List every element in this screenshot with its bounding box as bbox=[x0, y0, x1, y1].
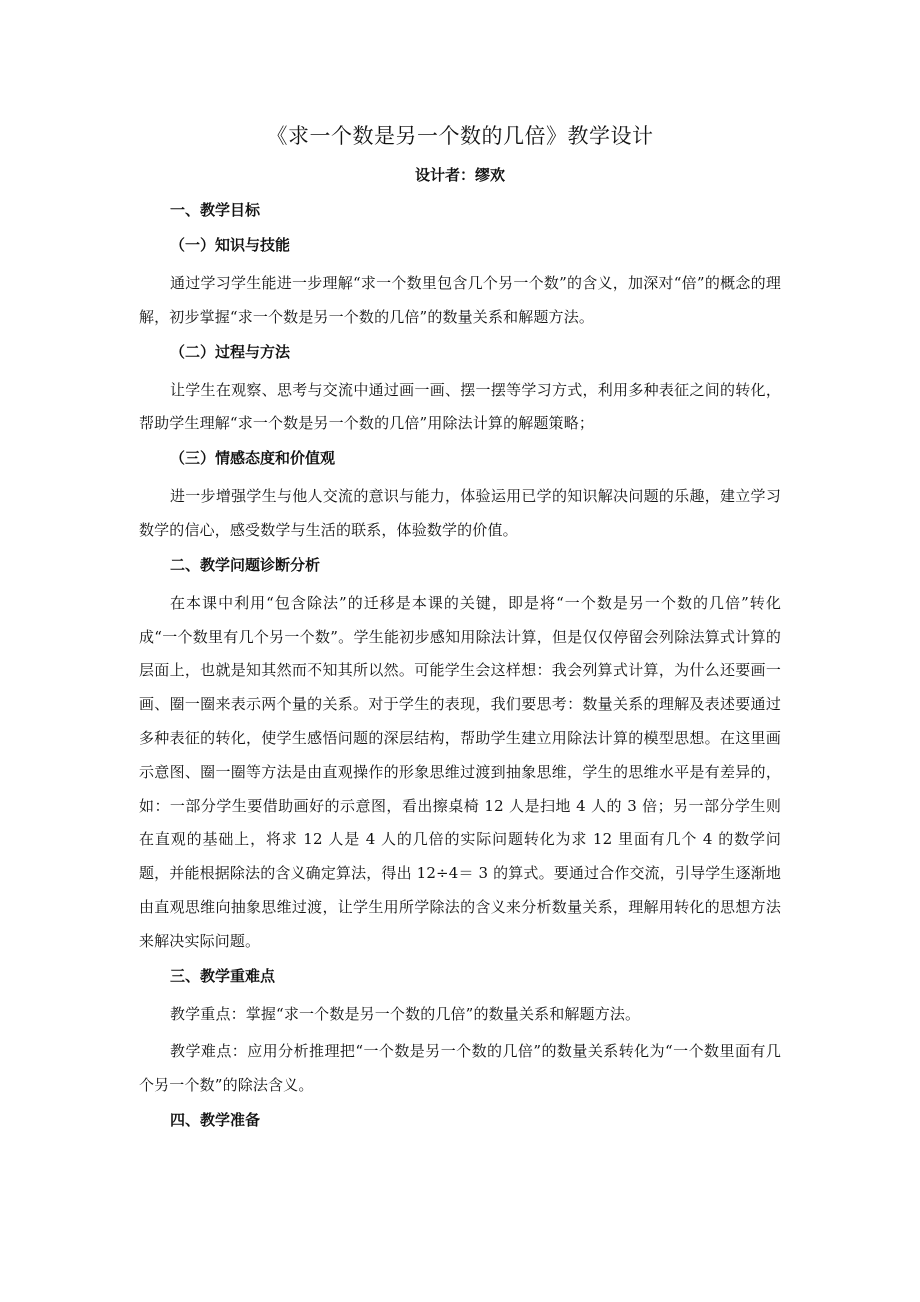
page-title: 《求一个数是另一个数的几倍》教学设计 bbox=[266, 124, 654, 148]
author-line: 设计者：缪欢 bbox=[414, 166, 505, 184]
paragraph-difficult-point: 教学难点：应用分析推理把“一个数是另一个数的几倍”的数量关系转化为“一个数里面有几个另一个数”的除法含义。 bbox=[139, 1042, 781, 1095]
section-heading-preparation: 四、教学准备 bbox=[170, 1110, 261, 1129]
subsection-heading-process: （二）过程与方法 bbox=[170, 342, 291, 361]
subsection-heading-knowledge: （一）知识与技能 bbox=[170, 236, 291, 254]
section-heading-key-points: 三、教学重难点 bbox=[170, 966, 276, 985]
paragraph-attitude: 进一步增强学生与他人交流的意识与能力，体验运用已学的知识解决问题的乐趣，建立学习数学的信心，感受数学与生活的联系，体验数学的价值。 bbox=[139, 487, 781, 539]
paragraph-key-point: 教学重点：掌握“求一个数是另一个数的几倍”的数量关系和解题方法。 bbox=[170, 1004, 641, 1023]
subsection-heading-attitude: （三）情感态度和价值观 bbox=[170, 449, 336, 468]
section-heading-objectives: 一、教学目标 bbox=[170, 201, 261, 219]
document-body bbox=[139, 118, 781, 1142]
paragraph-knowledge: 通过学习学生能进一步理解“求一个数里包含几个另一个数”的含义，加深对“倍”的概念的理解，初步掌握“求一个数是另一个数的几倍”的数量关系和解题方法。 bbox=[139, 274, 781, 326]
paragraph-process: 让学生在观察、思考与交流中通过画一画、摆一摆等学习方式，利用多种表征之间的转化，帮助学生理解“求一个数是另一个数的几倍”用除法计算的解题策略； bbox=[139, 380, 781, 433]
section-heading-diagnosis: 二、教学问题诊断分析 bbox=[170, 555, 321, 574]
paragraph-diagnosis: 在本课中利用“包含除法”的迁移是本课的关键，即是将“一个数是另一个数的几倍”转化成“一个数里有几个另一个数”。学生能初步感知用除法计算，但是仅仅停留会列除法算式计算的层面上，也就是知其然而不知其所以然。可能学生会这样想：我会列算式计算，为什么还要画一画、圈一圈来表示两个量的关系。对于学生的表现，我们要思考：数量关系的理解及表述要通过多种表征的转化，使学生感悟问题的深层结构，帮助学生建立用除法计算的模型思想。在这里画示意图、圈一圈等方法是由直观操作的形象思维过渡到抽象思维，学生的思维水平是有差异的，如：一部分学生要借助画好的示意图，看出擦桌椅 12 人是扫地 4 人的 3 倍；另一部分学生则在直观的基础上，将求 12 人是 4 人的几倍的实际问题转化为求 12 里面有几个 4 的数学问题，并能根据除法的含义确定算法，得出 12÷4＝ 3 的算式。要通过合作交流，引导学生逐渐地由直观思维向抽象思维过渡，让学生用所学除法的含义来分析数量关系，理解用转化的思想方法来解决实际问题。 bbox=[139, 593, 781, 950]
